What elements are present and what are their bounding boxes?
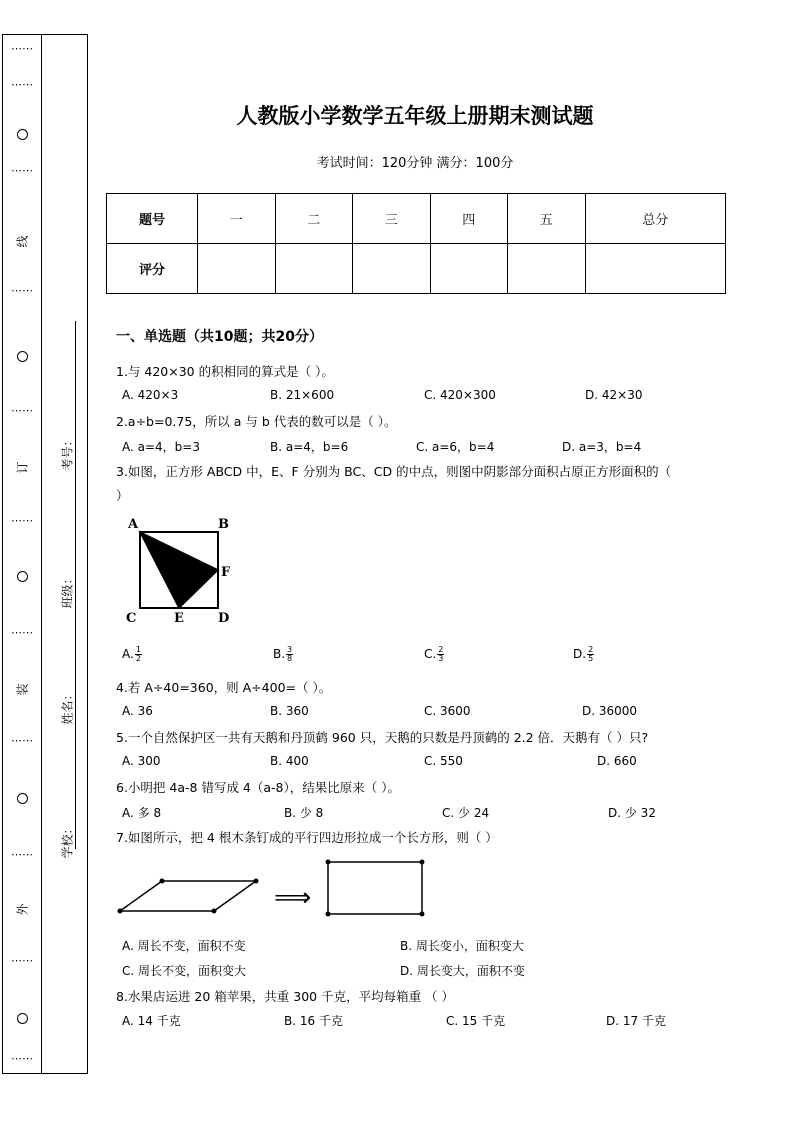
label-c: C bbox=[126, 611, 137, 626]
question-1: 1.与 420×30 的积相同的算式是（ ）。 bbox=[116, 364, 334, 379]
table-header-cell: 总分 bbox=[585, 194, 726, 244]
binding-strip bbox=[2, 34, 88, 1074]
field-exam-number[interactable] bbox=[47, 321, 87, 471]
table-row bbox=[107, 244, 726, 294]
strip-dots: ⋯⋯ bbox=[11, 734, 33, 747]
table-header-cell: 四 bbox=[430, 194, 508, 244]
label-e: E bbox=[174, 611, 184, 626]
option-b[interactable]: B. $\frac{3}{8}$ bbox=[273, 645, 293, 663]
field-school[interactable] bbox=[47, 709, 87, 859]
option-a[interactable]: A. 300 bbox=[122, 754, 161, 768]
score-cell[interactable] bbox=[198, 244, 276, 294]
option-d[interactable]: D. $\frac{2}{5}$ bbox=[573, 645, 594, 663]
option-d[interactable]: D. 42×30 bbox=[585, 388, 643, 402]
field-name[interactable] bbox=[47, 575, 87, 725]
option-c[interactable]: C. 少 24 bbox=[442, 806, 490, 820]
option-d[interactable]: D. 少 32 bbox=[608, 806, 656, 820]
question-6: 6.小明把 4a-8 错写成 4（a-8），结果比原来（ ）。 bbox=[116, 780, 400, 795]
fraction: $\frac{3}{8}$ bbox=[287, 645, 293, 663]
option-d[interactable]: D. 660 bbox=[597, 754, 637, 768]
strip-char-wai: 外 bbox=[15, 903, 30, 916]
score-cell[interactable] bbox=[508, 244, 586, 294]
fraction: $\frac{1}{2}$ bbox=[135, 645, 141, 663]
option-c[interactable]: C. 550 bbox=[424, 754, 463, 768]
option-b[interactable]: B. 少 8 bbox=[284, 806, 324, 820]
label-f: F bbox=[221, 565, 231, 580]
option-b[interactable]: B. 360 bbox=[270, 704, 309, 718]
strip-char-zhuang: 装 bbox=[15, 683, 30, 696]
question-8: 8.水果店运进 20 箱苹果，共重 300 千克，平均每箱重 （ ） bbox=[116, 989, 455, 1004]
option-a[interactable]: A. 周长不变，面积不变 bbox=[122, 939, 246, 953]
label-b: B bbox=[218, 517, 229, 532]
parallelogram-figure bbox=[112, 858, 432, 922]
question-7: 7.如图所示，把 4 根木条钉成的平行四边形拉成一个长方形，则（ ） bbox=[116, 830, 498, 845]
fraction: $\frac{2}{3}$ bbox=[438, 645, 444, 663]
option-c[interactable]: C. 15 千克 bbox=[446, 1014, 506, 1028]
option-c[interactable]: C. 周长不变，面积变大 bbox=[122, 964, 247, 978]
field-label: 考号： bbox=[60, 434, 75, 471]
strip-char-ding: 订 bbox=[15, 461, 30, 474]
label-a: A bbox=[128, 517, 139, 532]
option-c[interactable]: C. 420×300 bbox=[424, 388, 496, 402]
option-a[interactable]: A. $\frac{1}{2}$ bbox=[122, 645, 141, 663]
field-label: 学校： bbox=[60, 822, 75, 859]
score-cell[interactable] bbox=[353, 244, 431, 294]
option-d[interactable]: D. a=3，b=4 bbox=[562, 440, 642, 454]
question-5: 5.一个自然保护区一共有天鹅和丹顶鹤 960 只，天鹅的只数是丹顶鹤的 2.2 倍．天鹅有（ ）只? bbox=[116, 730, 649, 745]
question-3-cont: ） bbox=[116, 488, 129, 503]
strip-dots: ⋯⋯ bbox=[11, 164, 33, 177]
strip-dots: ⋯⋯ bbox=[11, 1052, 33, 1065]
table-header-cell: 一 bbox=[198, 194, 276, 244]
score-cell[interactable] bbox=[585, 244, 726, 294]
strip-dots: ⋯⋯ bbox=[11, 404, 33, 417]
exam-info: 考试时间：120分钟 满分：100分 bbox=[316, 156, 514, 171]
option-a[interactable]: A. 多 8 bbox=[122, 806, 162, 820]
strip-dots: ⋯⋯ bbox=[11, 514, 33, 527]
option-c[interactable]: C. $\frac{2}{3}$ bbox=[424, 645, 444, 663]
option-b[interactable]: B. 16 千克 bbox=[284, 1014, 343, 1028]
table-header-cell: 二 bbox=[275, 194, 353, 244]
option-a[interactable]: A. 420×3 bbox=[122, 388, 179, 402]
option-d[interactable]: D. 周长变大，面积不变 bbox=[400, 964, 525, 978]
section-title: 一、单选题（共10题；共20分） bbox=[116, 329, 323, 345]
circle-mark bbox=[3, 793, 41, 806]
circle-mark bbox=[3, 571, 41, 584]
option-c[interactable]: C. a=6，b=4 bbox=[416, 440, 495, 454]
field-label: 姓名： bbox=[60, 688, 75, 725]
circle-mark bbox=[3, 351, 41, 364]
strip-dots: ⋯⋯ bbox=[11, 848, 33, 861]
option-b[interactable]: B. 周长变小，面积变大 bbox=[400, 939, 524, 953]
field-label: 班级： bbox=[60, 572, 75, 609]
strip-dots: ⋯⋯ bbox=[11, 626, 33, 639]
strip-dots: ⋯⋯ bbox=[11, 284, 33, 297]
question-3: 3.如图，正方形 ABCD 中，E、F 分别为 BC、CD 的中点，则图中阴影部分面积占原正方形面积的（ bbox=[116, 464, 672, 479]
score-table bbox=[106, 193, 726, 294]
strip-dots: ⋯⋯ bbox=[11, 954, 33, 967]
strip-dots: ⋯⋯ bbox=[11, 78, 33, 91]
table-header-cell: 三 bbox=[353, 194, 431, 244]
option-d[interactable]: D. 17 千克 bbox=[606, 1014, 666, 1028]
option-b[interactable]: B. 21×600 bbox=[270, 388, 335, 402]
square-figure bbox=[120, 512, 240, 630]
table-header-cell: 题号 bbox=[107, 194, 198, 244]
option-d[interactable]: D. 36000 bbox=[582, 704, 638, 718]
strip-cut-column bbox=[3, 35, 41, 1073]
strip-char-xian: 线 bbox=[15, 235, 30, 248]
page-title: 人教版小学数学五年级上册期末测试题 bbox=[236, 103, 594, 128]
score-cell[interactable] bbox=[430, 244, 508, 294]
table-row bbox=[107, 194, 726, 244]
label-d: D bbox=[218, 611, 230, 626]
strip-divider bbox=[41, 35, 42, 1073]
table-header-cell: 五 bbox=[508, 194, 586, 244]
option-b[interactable]: B. 400 bbox=[270, 754, 309, 768]
option-c[interactable]: C. 3600 bbox=[424, 704, 471, 718]
option-a[interactable]: A. a=4，b=3 bbox=[122, 440, 200, 454]
arrow-icon: ⟹ bbox=[274, 883, 312, 913]
question-4: 4.若 A÷40=360，则 A÷400=（ ）。 bbox=[116, 680, 332, 695]
score-row-label: 评分 bbox=[107, 244, 198, 294]
option-a[interactable]: A. 36 bbox=[122, 704, 153, 718]
score-cell[interactable] bbox=[275, 244, 353, 294]
circle-mark bbox=[3, 129, 41, 142]
strip-dots: ⋯⋯ bbox=[11, 42, 33, 55]
option-a[interactable]: A. 14 千克 bbox=[122, 1014, 181, 1028]
question-2: 2.a÷b=0.75，所以 a 与 b 代表的数可以是（ ）。 bbox=[116, 414, 397, 429]
circle-mark bbox=[3, 1013, 41, 1026]
fraction: $\frac{2}{5}$ bbox=[588, 645, 594, 663]
option-b[interactable]: B. a=4，b=6 bbox=[270, 440, 349, 454]
